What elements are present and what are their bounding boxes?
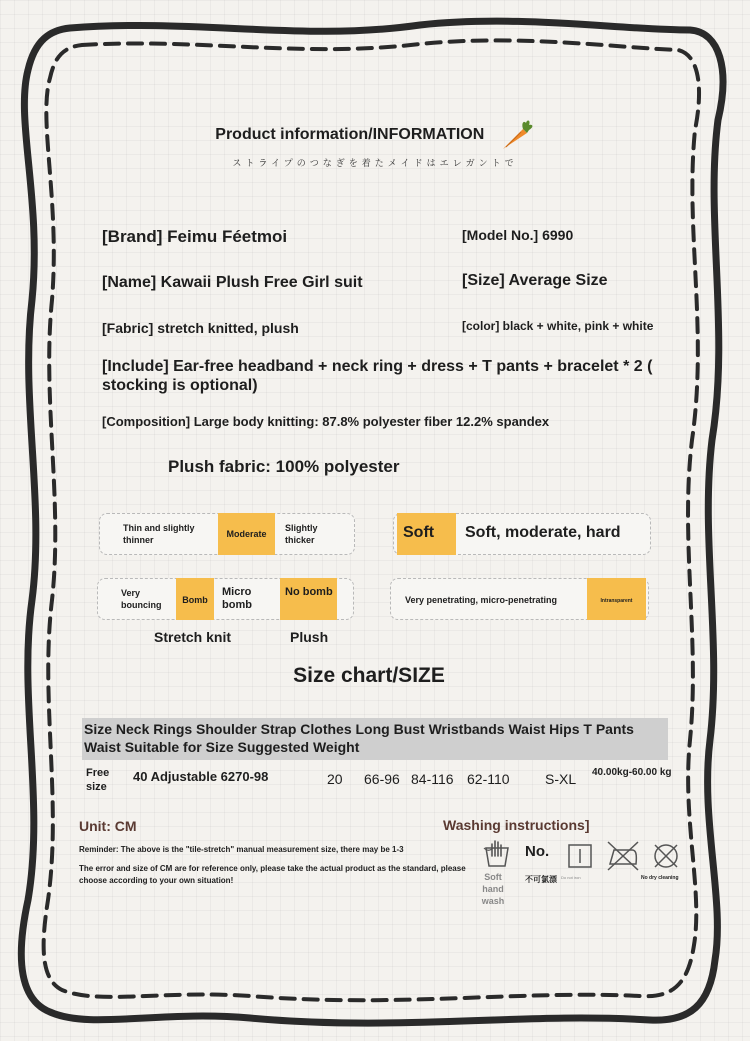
cell-suggested-weight: 40.00kg-60.00 kg [592,767,672,778]
reminder-line-2: The error and size of CM are for reference only, please take the actual product as the standard, please choose according to your own situation! [79,864,466,885]
transparency-options-label: Very penetrating, micro-penetrating [405,595,558,605]
thickness-thin-label: Thin and slightly thinner [123,523,195,545]
no-iron-icon [606,840,640,872]
cell-wristband: 20 [327,771,343,787]
softness-selected-label: Soft [403,524,435,541]
size-table-header: Size Neck Rings Shoulder Strap Clothes Long Bust Wristbands Waist Hips T Pants Waist Suitable for Size Suggested Weight [82,718,668,760]
color-text: [color] black + white, pink + white [462,319,654,333]
thickness-selected-label: Moderate [226,529,267,539]
cell-neck-shoulder-length: 40 Adjustable 6270-98 [133,769,269,784]
product-name-text: [Name] Kawaii Plush Free Girl suit [102,274,363,291]
elasticity-very-label: Very bouncing [121,588,162,610]
fabric-text: [Fabric] stretch knitted, plush [102,320,299,336]
elasticity-no-highlight [280,578,337,620]
no-dry-clean-label: No dry cleaning [641,875,679,881]
elasticity-selected-label: Bomb [182,595,208,605]
tumble-dry-icon [567,843,593,869]
page-subtitle: ストライプのつなぎを着たメイドはエレガントで [232,158,518,168]
no-bleach-sublabel: 不可氯漂 [525,875,557,884]
brand-text: [Brand] Feimu Féetmoi [102,227,288,246]
washing-title: Washing instructions] [443,817,590,833]
do-not-iron-label: Do not iron [561,875,581,880]
transparency-selected-label: Intransparent [600,598,633,604]
cell-waist: 66-96 [364,771,400,787]
thickness-thick-label: Slightly thicker [285,523,318,545]
no-bleach-label: No. [525,843,550,860]
plush-label: Plush [290,629,329,645]
composition-text: [Composition] Large body knitting: 87.8% polyester fiber 12.2% spandex [102,414,550,429]
unit-label: Unit: CM [79,818,137,834]
cell-size: Free size [86,767,110,793]
stretch-knit-label: Stretch knit [154,629,232,645]
hand-wash-icon [483,838,511,870]
elasticity-no-label: No bomb [285,586,333,598]
include-text: [Include] Ear-free headband + neck ring + dress + T pants + bracelet * 2 ( stocking is optional) [102,358,653,394]
page-title [0,117,750,153]
size-chart-title: Size chart/SIZE [293,664,445,687]
plush-composition-text: Plush fabric: 100% polyester [168,457,400,476]
hand-wash-label: Soft hand wash [481,872,505,906]
cell-tpants-waist: 62-110 [467,771,510,787]
softness-options-label: Soft, moderate, hard [465,524,621,541]
elasticity-micro-label: Micro bomb [222,586,252,611]
no-dry-clean-icon [652,842,680,870]
cell-hips: 84-116 [411,771,454,787]
reminder-line-1: Reminder: The above is the "tile-stretch" manual measurement size, there may be 1-3 [79,845,404,854]
carrot-icon [499,117,535,153]
model-text: [Model No.] 6990 [462,227,574,243]
title-text: Product information/INFORMATION [215,126,485,144]
size-text: [Size] Average Size [462,272,608,289]
cell-suitable-size: S-XL [545,771,577,787]
